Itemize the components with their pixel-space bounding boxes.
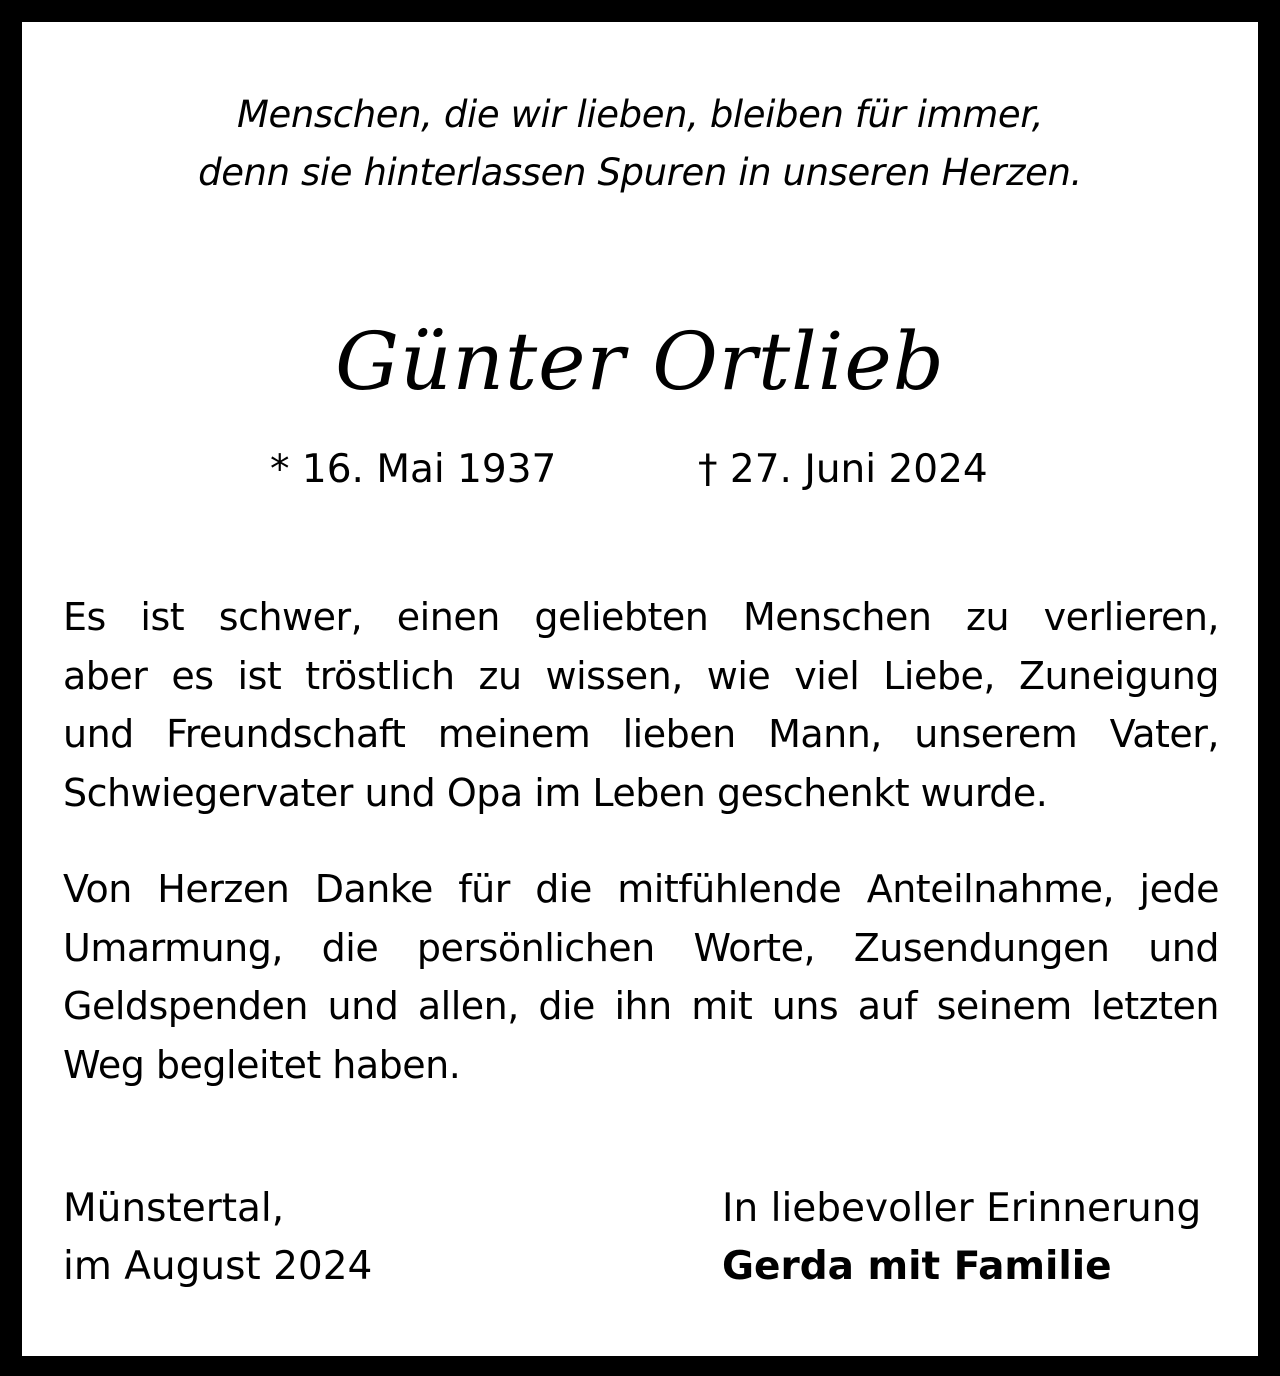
thanks-paragraph-2 [63, 860, 1219, 1094]
paragraph-line: Es ist schwer, einen geliebten Menschen zu verlieren, [63, 595, 1219, 639]
death-date: † 27. Juni 2024 [698, 447, 988, 492]
quote-line: Menschen, die wir lieben, bleiben für immer, [236, 93, 1044, 136]
date: im August 2024 [63, 1244, 373, 1289]
place: Münstertal, [63, 1186, 285, 1231]
place-and-date [63, 1180, 372, 1296]
paragraph-line: Umarmung, die persönlichen Worte, Zusendungen und [63, 925, 1219, 970]
signature-intro: In liebevoller Erinnerung [722, 1186, 1202, 1231]
paragraph-line: und Freundschaft meinem lieben Mann, unserem Vater, [63, 712, 1219, 756]
paragraph-line: Weg begleitet haben. [63, 1042, 461, 1087]
thanks-paragraph-1 [63, 588, 1219, 822]
deceased-name: Günter Ortlieb [335, 315, 945, 408]
signature-name: Gerda mit Familie [722, 1244, 1112, 1289]
obituary-notice [22, 22, 1258, 1356]
paragraph-line: Geldspenden und allen, die ihn mit uns auf seinem letzten [63, 984, 1219, 1028]
quote-line: denn sie hinterlassen Spuren in unseren Herzen. [198, 151, 1082, 194]
birth-date: * 16. Mai 1937 [270, 447, 557, 492]
paragraph-line: aber es ist tröstlich zu wissen, wie viel Liebe, Zuneigung [63, 653, 1219, 698]
signature [722, 1180, 1201, 1296]
paragraph-line: Schwiegervater und Opa im Leben geschenkt wurde. [63, 770, 1048, 815]
quote [22, 86, 1258, 202]
paragraph-line: Von Herzen Danke für die mitfühlende Anteilnahme, jede [63, 867, 1219, 911]
